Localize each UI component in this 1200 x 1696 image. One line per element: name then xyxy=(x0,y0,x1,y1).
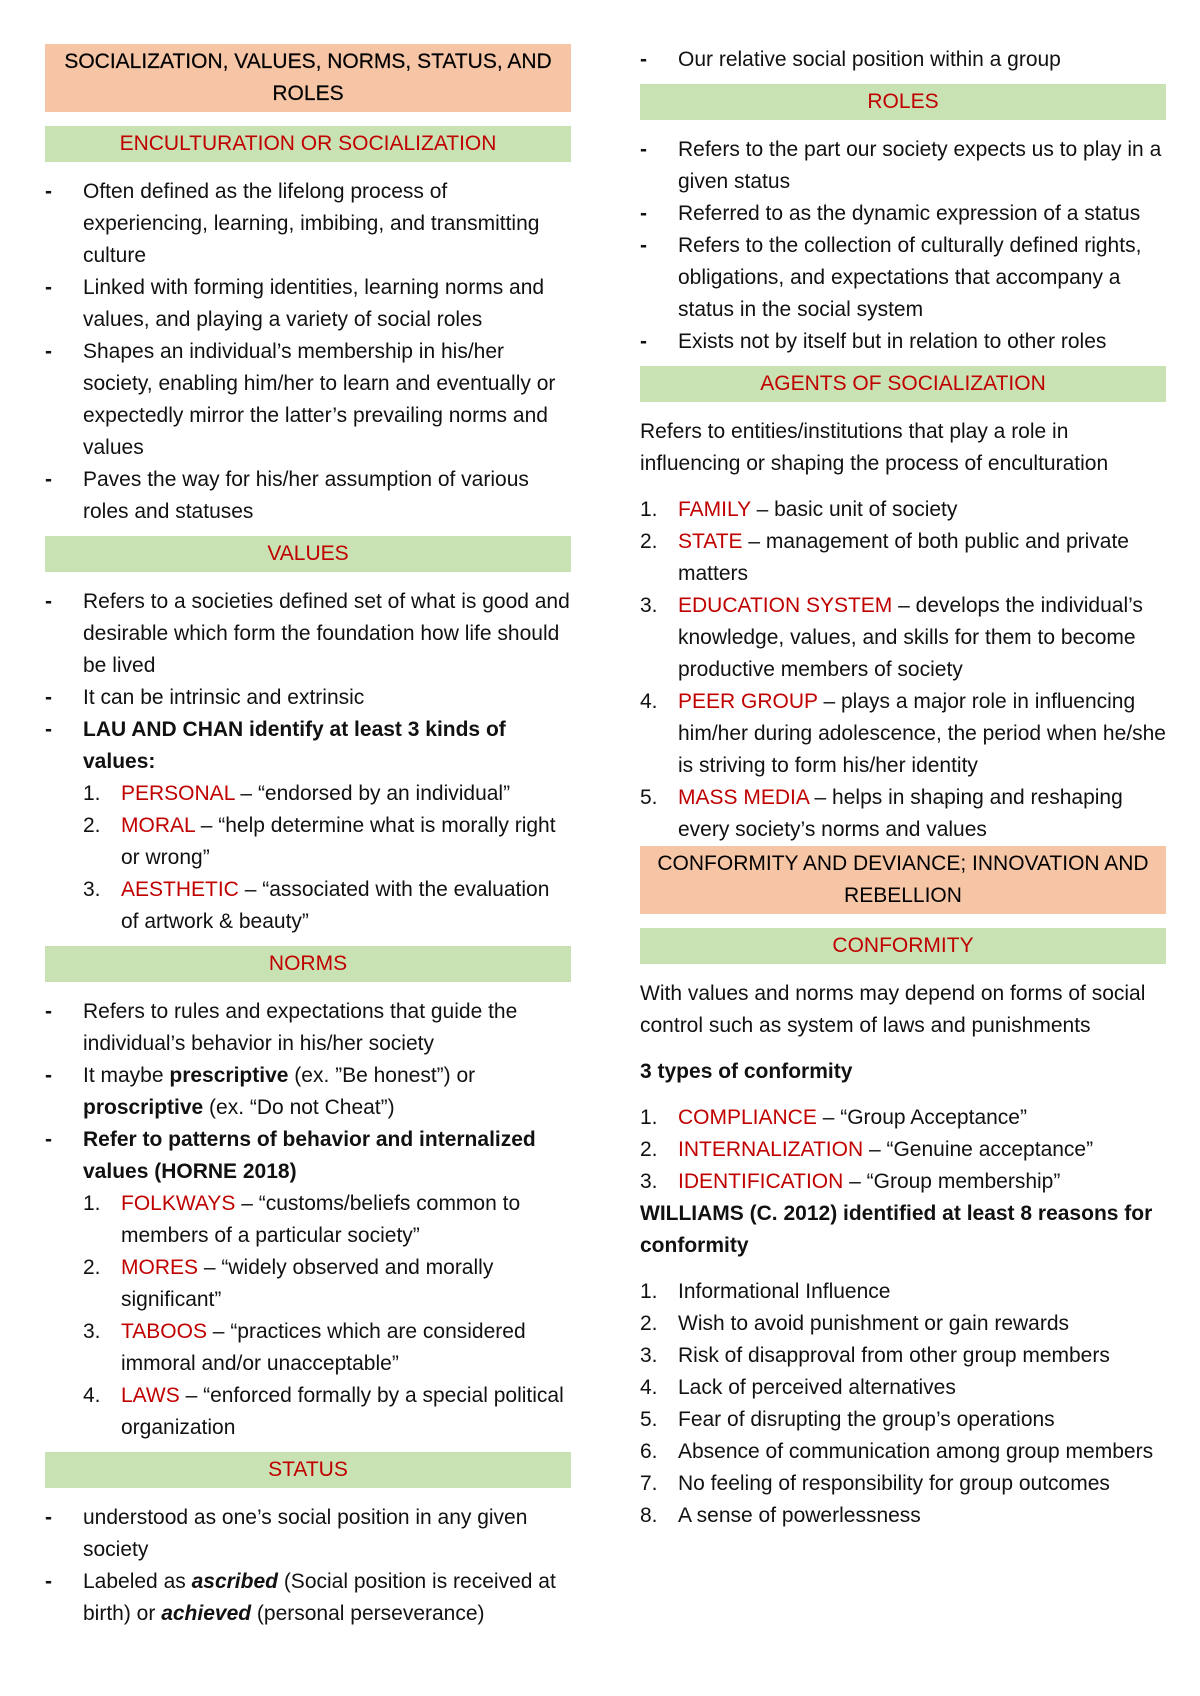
text-run: (personal perseverance) xyxy=(251,1602,485,1625)
term-description: – basic unit of society xyxy=(750,498,958,521)
list-item xyxy=(45,1566,571,1630)
main-title-line2: ROLES xyxy=(272,82,344,105)
list-item xyxy=(640,782,1166,846)
term-moral: MORAL xyxy=(121,814,195,837)
list-item xyxy=(45,1060,571,1124)
reason-text: Wish to avoid punishment or gain rewards xyxy=(678,1312,1070,1335)
list-item xyxy=(640,1436,1166,1468)
item-number: 4. xyxy=(640,690,658,713)
list-item xyxy=(640,1308,1166,1340)
term-description: – “Genuine acceptance” xyxy=(863,1138,1094,1161)
list-item xyxy=(640,1404,1166,1436)
list-item: - Our relative social position within a group xyxy=(640,44,1166,76)
list-item: - Refers to the collection of culturally defined rights, obligations, and expectations that accompany a status in the social system xyxy=(640,230,1166,326)
list-item xyxy=(83,778,571,810)
term-achieved: achieved xyxy=(161,1602,252,1625)
heading-roles: ROLES xyxy=(640,84,1166,120)
item-number: 2. xyxy=(640,530,658,553)
term-internalization: INTERNALIZATION xyxy=(678,1138,864,1161)
list-item: - Linked with forming identities, learning norms and values, and playing a variety of social roles xyxy=(45,272,571,336)
item-number: 1. xyxy=(640,1280,658,1303)
list-item: - Often defined as the lifelong process of experiencing, learning, imbibing, and transmitting culture xyxy=(45,176,571,272)
term-proscriptive: proscriptive xyxy=(83,1096,204,1119)
term-description: – “associated with the evaluation of artwork & beauty” xyxy=(121,878,550,933)
list-item: - Shapes an individual’s membership in his/her society, enabling him/her to learn and eventually or expectedly mirror the latter’s prevailing norms and values xyxy=(45,336,571,464)
agents-intro: Refers to entities/institutions that play a role in influencing or shaping the process of enculturation xyxy=(640,420,1109,475)
item-number: 2. xyxy=(640,1138,658,1161)
list-item xyxy=(45,1124,571,1444)
heading-enculturation: ENCULTURATION OR SOCIALIZATION xyxy=(45,126,571,162)
norms-kinds-list xyxy=(83,1188,571,1444)
list-item xyxy=(640,590,1166,686)
item-number: 2. xyxy=(83,814,101,837)
item-number: 7. xyxy=(640,1472,658,1495)
item-number: 2. xyxy=(640,1312,658,1335)
term-personal: PERSONAL xyxy=(121,782,235,805)
item-number: 4. xyxy=(83,1384,101,1407)
item-number: 3. xyxy=(640,1344,658,1367)
conformity-title-line1: CONFORMITY AND DEVIANCE; INNOVATION AND xyxy=(657,852,1149,875)
reason-text: Risk of disapproval from other group members xyxy=(678,1344,1110,1367)
term-description: – “enforced formally by a special political organization xyxy=(121,1384,564,1439)
reason-text: Absence of communication among group members xyxy=(678,1440,1154,1463)
list-item xyxy=(83,1188,571,1252)
term-education-system: EDUCATION SYSTEM xyxy=(678,594,893,617)
term-description: – plays a major role in influencing him/her during adolescence, the period when he/she is striving to form his/her identity xyxy=(678,690,1166,777)
term-description: – develops the individual’s knowledge, values, and skills for them to become productive members of society xyxy=(678,594,1143,681)
list-item xyxy=(640,686,1166,782)
conformity-types-list xyxy=(640,1102,1166,1198)
item-number: 3. xyxy=(640,594,658,617)
term-description: – “widely observed and morally significant” xyxy=(121,1256,494,1311)
reason-text: A sense of powerlessness xyxy=(678,1504,921,1527)
term-laws: LAWS xyxy=(121,1384,180,1407)
agents-list xyxy=(640,494,1166,846)
item-number: 1. xyxy=(83,782,101,805)
values-kinds-list xyxy=(83,778,571,938)
item-number: 5. xyxy=(640,786,658,809)
item-number: 3. xyxy=(83,878,101,901)
list-item xyxy=(83,1380,571,1444)
list-item xyxy=(83,874,571,938)
heading-conformity: CONFORMITY xyxy=(640,928,1166,964)
list-item xyxy=(83,810,571,874)
item-number: 1. xyxy=(640,498,658,521)
list-item xyxy=(45,714,571,938)
conformity-reasons-list xyxy=(640,1276,1166,1532)
heading-agents: AGENTS OF SOCIALIZATION xyxy=(640,366,1166,402)
reason-text: Lack of perceived alternatives xyxy=(678,1376,956,1399)
main-title xyxy=(45,44,571,112)
term-description: – “customs/beliefs common to members of a particular society” xyxy=(121,1192,521,1247)
list-item xyxy=(640,1372,1166,1404)
list-item: - Referred to as the dynamic expression of a status xyxy=(640,198,1166,230)
reason-text: No feeling of responsibility for group outcomes xyxy=(678,1472,1110,1495)
item-number: 4. xyxy=(640,1376,658,1399)
conformity-section-title xyxy=(640,846,1166,914)
right-column xyxy=(640,44,1166,1532)
term-description: – “Group Acceptance” xyxy=(816,1106,1027,1129)
term-description: – “practices which are considered immoral and/or unacceptable” xyxy=(121,1320,526,1375)
reason-text: Informational Influence xyxy=(678,1280,891,1303)
list-item xyxy=(640,526,1166,590)
text-run: (ex. ”Be honest”) or xyxy=(288,1064,476,1087)
left-column xyxy=(45,44,571,1638)
term-identification: IDENTIFICATION xyxy=(678,1170,844,1193)
norms-patterns-intro: Refer to patterns of behavior and internalized values (HORNE 2018) xyxy=(83,1128,536,1183)
list-item: - It can be intrinsic and extrinsic xyxy=(45,682,571,714)
conformity-types-heading: 3 types of conformity xyxy=(640,1060,853,1083)
list-item xyxy=(640,1500,1166,1532)
item-number: 1. xyxy=(83,1192,101,1215)
reason-text: Fear of disrupting the group’s operations xyxy=(678,1408,1055,1431)
conformity-title-line2: REBELLION xyxy=(844,884,962,907)
list-item xyxy=(640,494,1166,526)
heading-norms: NORMS xyxy=(45,946,571,982)
heading-status: STATUS xyxy=(45,1452,571,1488)
term-description: – “help determine what is morally right or wrong” xyxy=(121,814,556,869)
term-compliance: COMPLIANCE xyxy=(678,1106,817,1129)
term-aesthetic: AESTHETIC xyxy=(121,878,239,901)
term-taboos: TABOOS xyxy=(121,1320,207,1343)
text-run: (ex. “Do not Cheat”) xyxy=(203,1096,395,1119)
term-description: – “endorsed by an individual” xyxy=(234,782,511,805)
norms-list xyxy=(45,996,571,1444)
term-state: STATE xyxy=(678,530,743,553)
term-ascribed: ascribed xyxy=(191,1570,278,1593)
text-run: It maybe xyxy=(83,1064,170,1087)
list-item xyxy=(640,1102,1166,1134)
list-item: - Refers to rules and expectations that guide the individual’s behavior in his/her society xyxy=(45,996,571,1060)
main-title-line1: SOCIALIZATION, VALUES, NORMS, STATUS, AND xyxy=(64,50,552,73)
list-item xyxy=(640,1134,1166,1166)
term-mores: MORES xyxy=(121,1256,199,1279)
roles-list xyxy=(640,134,1166,358)
enculturation-list xyxy=(45,176,571,528)
list-item: - understood as one’s social position in any given society xyxy=(45,1502,571,1566)
values-list xyxy=(45,586,571,938)
term-family: FAMILY xyxy=(678,498,751,521)
list-item xyxy=(640,1276,1166,1308)
item-number: 1. xyxy=(640,1106,658,1129)
item-number: 3. xyxy=(640,1170,658,1193)
list-item: - Refers to a societies defined set of what is good and desirable which form the foundation how life should be lived xyxy=(45,586,571,682)
text-run: Labeled as xyxy=(83,1570,192,1593)
item-number: 8. xyxy=(640,1504,658,1527)
term-prescriptive: prescriptive xyxy=(169,1064,289,1087)
list-item xyxy=(83,1252,571,1316)
term-description: – helps in shaping and reshaping every society’s norms and values xyxy=(678,786,1123,841)
term-peer-group: PEER GROUP xyxy=(678,690,818,713)
item-number: 6. xyxy=(640,1440,658,1463)
term-mass-media: MASS MEDIA xyxy=(678,786,809,809)
list-item xyxy=(640,1468,1166,1500)
term-description: – management of both public and private matters xyxy=(678,530,1129,585)
heading-values: VALUES xyxy=(45,536,571,572)
list-item xyxy=(640,1340,1166,1372)
conformity-intro: With values and norms may depend on forms of social control such as system of laws and punishments xyxy=(640,982,1146,1037)
conformity-reasons-heading: WILLIAMS (C. 2012) identified at least 8 reasons for conformity xyxy=(640,1202,1153,1257)
list-item xyxy=(83,1316,571,1380)
term-description: – “Group membership” xyxy=(843,1170,1061,1193)
list-item: - Refers to the part our society expects us to play in a given status xyxy=(640,134,1166,198)
text-run: (Social position is received at birth) or xyxy=(83,1570,556,1625)
list-item: - Exists not by itself but in relation to other roles xyxy=(640,326,1166,358)
list-item xyxy=(640,1166,1166,1198)
status-continued-list xyxy=(640,44,1166,76)
list-item: - Paves the way for his/her assumption of various roles and statuses xyxy=(45,464,571,528)
item-number: 5. xyxy=(640,1408,658,1431)
term-folkways: FOLKWAYS xyxy=(121,1192,236,1215)
item-number: 2. xyxy=(83,1256,101,1279)
status-list xyxy=(45,1502,571,1630)
values-kinds-intro: LAU AND CHAN identify at least 3 kinds of values: xyxy=(83,718,506,773)
item-number: 3. xyxy=(83,1320,101,1343)
